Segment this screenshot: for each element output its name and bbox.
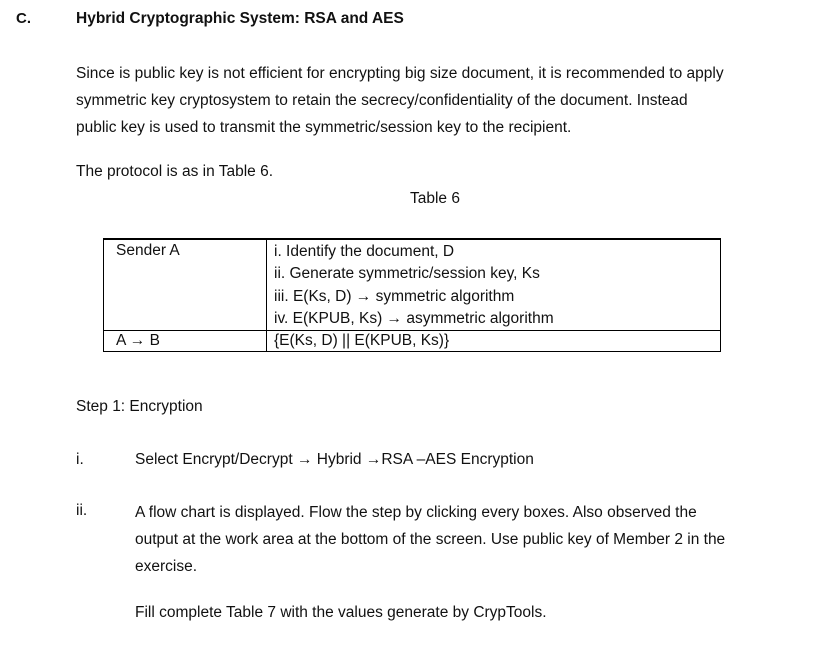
- step-item: iv. E(KPUB, Ks) → asymmetric algorithm: [274, 309, 554, 327]
- fill-instruction: Fill complete Table 7 with the values generate by CrypTools.: [135, 604, 547, 621]
- intro-line: Since is public key is not efficient for encrypting big size document, it is recommended to apply: [76, 65, 724, 82]
- list-item-line: output at the work area at the bottom of the screen. Use public key of Member 2 in the: [135, 531, 726, 548]
- list-number: ii.: [76, 502, 88, 519]
- protocol-table: [103, 238, 721, 352]
- list-item-line: exercise.: [135, 558, 198, 575]
- steps-cell: [267, 239, 721, 331]
- table-row: [104, 331, 721, 352]
- table-row: [104, 239, 721, 331]
- section-letter: C.: [16, 10, 31, 27]
- party-cell: A → B: [104, 331, 267, 352]
- list-item-text: Select Encrypt/Decrypt → Hybrid →RSA –AES Encryption: [135, 451, 534, 468]
- list-item-line: A flow chart is displayed. Flow the step by clicking every boxes. Also observed the: [135, 504, 697, 521]
- list-number: i.: [76, 451, 84, 468]
- step-item: i. Identify the document, D: [274, 243, 455, 260]
- section-title: Hybrid Cryptographic System: RSA and AES: [76, 10, 404, 27]
- intro-line: public key is used to transmit the symmetric/session key to the recipient.: [76, 119, 572, 136]
- message-cell: {E(Ks, D) || E(KPUB, Ks)}: [267, 331, 721, 352]
- table-caption: Table 6: [410, 190, 460, 207]
- step-item: iii. E(Ks, D) → symmetric algorithm: [274, 287, 515, 305]
- protocol-text: The protocol is as in Table 6.: [76, 163, 274, 180]
- party-cell: Sender A: [104, 239, 267, 331]
- intro-line: symmetric key cryptosystem to retain the secrecy/confidentiality of the document. Instead: [76, 92, 688, 109]
- step-heading: Step 1: Encryption: [76, 398, 203, 415]
- list-item-text: [135, 499, 805, 580]
- intro-paragraph: [76, 60, 796, 141]
- step-item: ii. Generate symmetric/session key, Ks: [274, 265, 540, 283]
